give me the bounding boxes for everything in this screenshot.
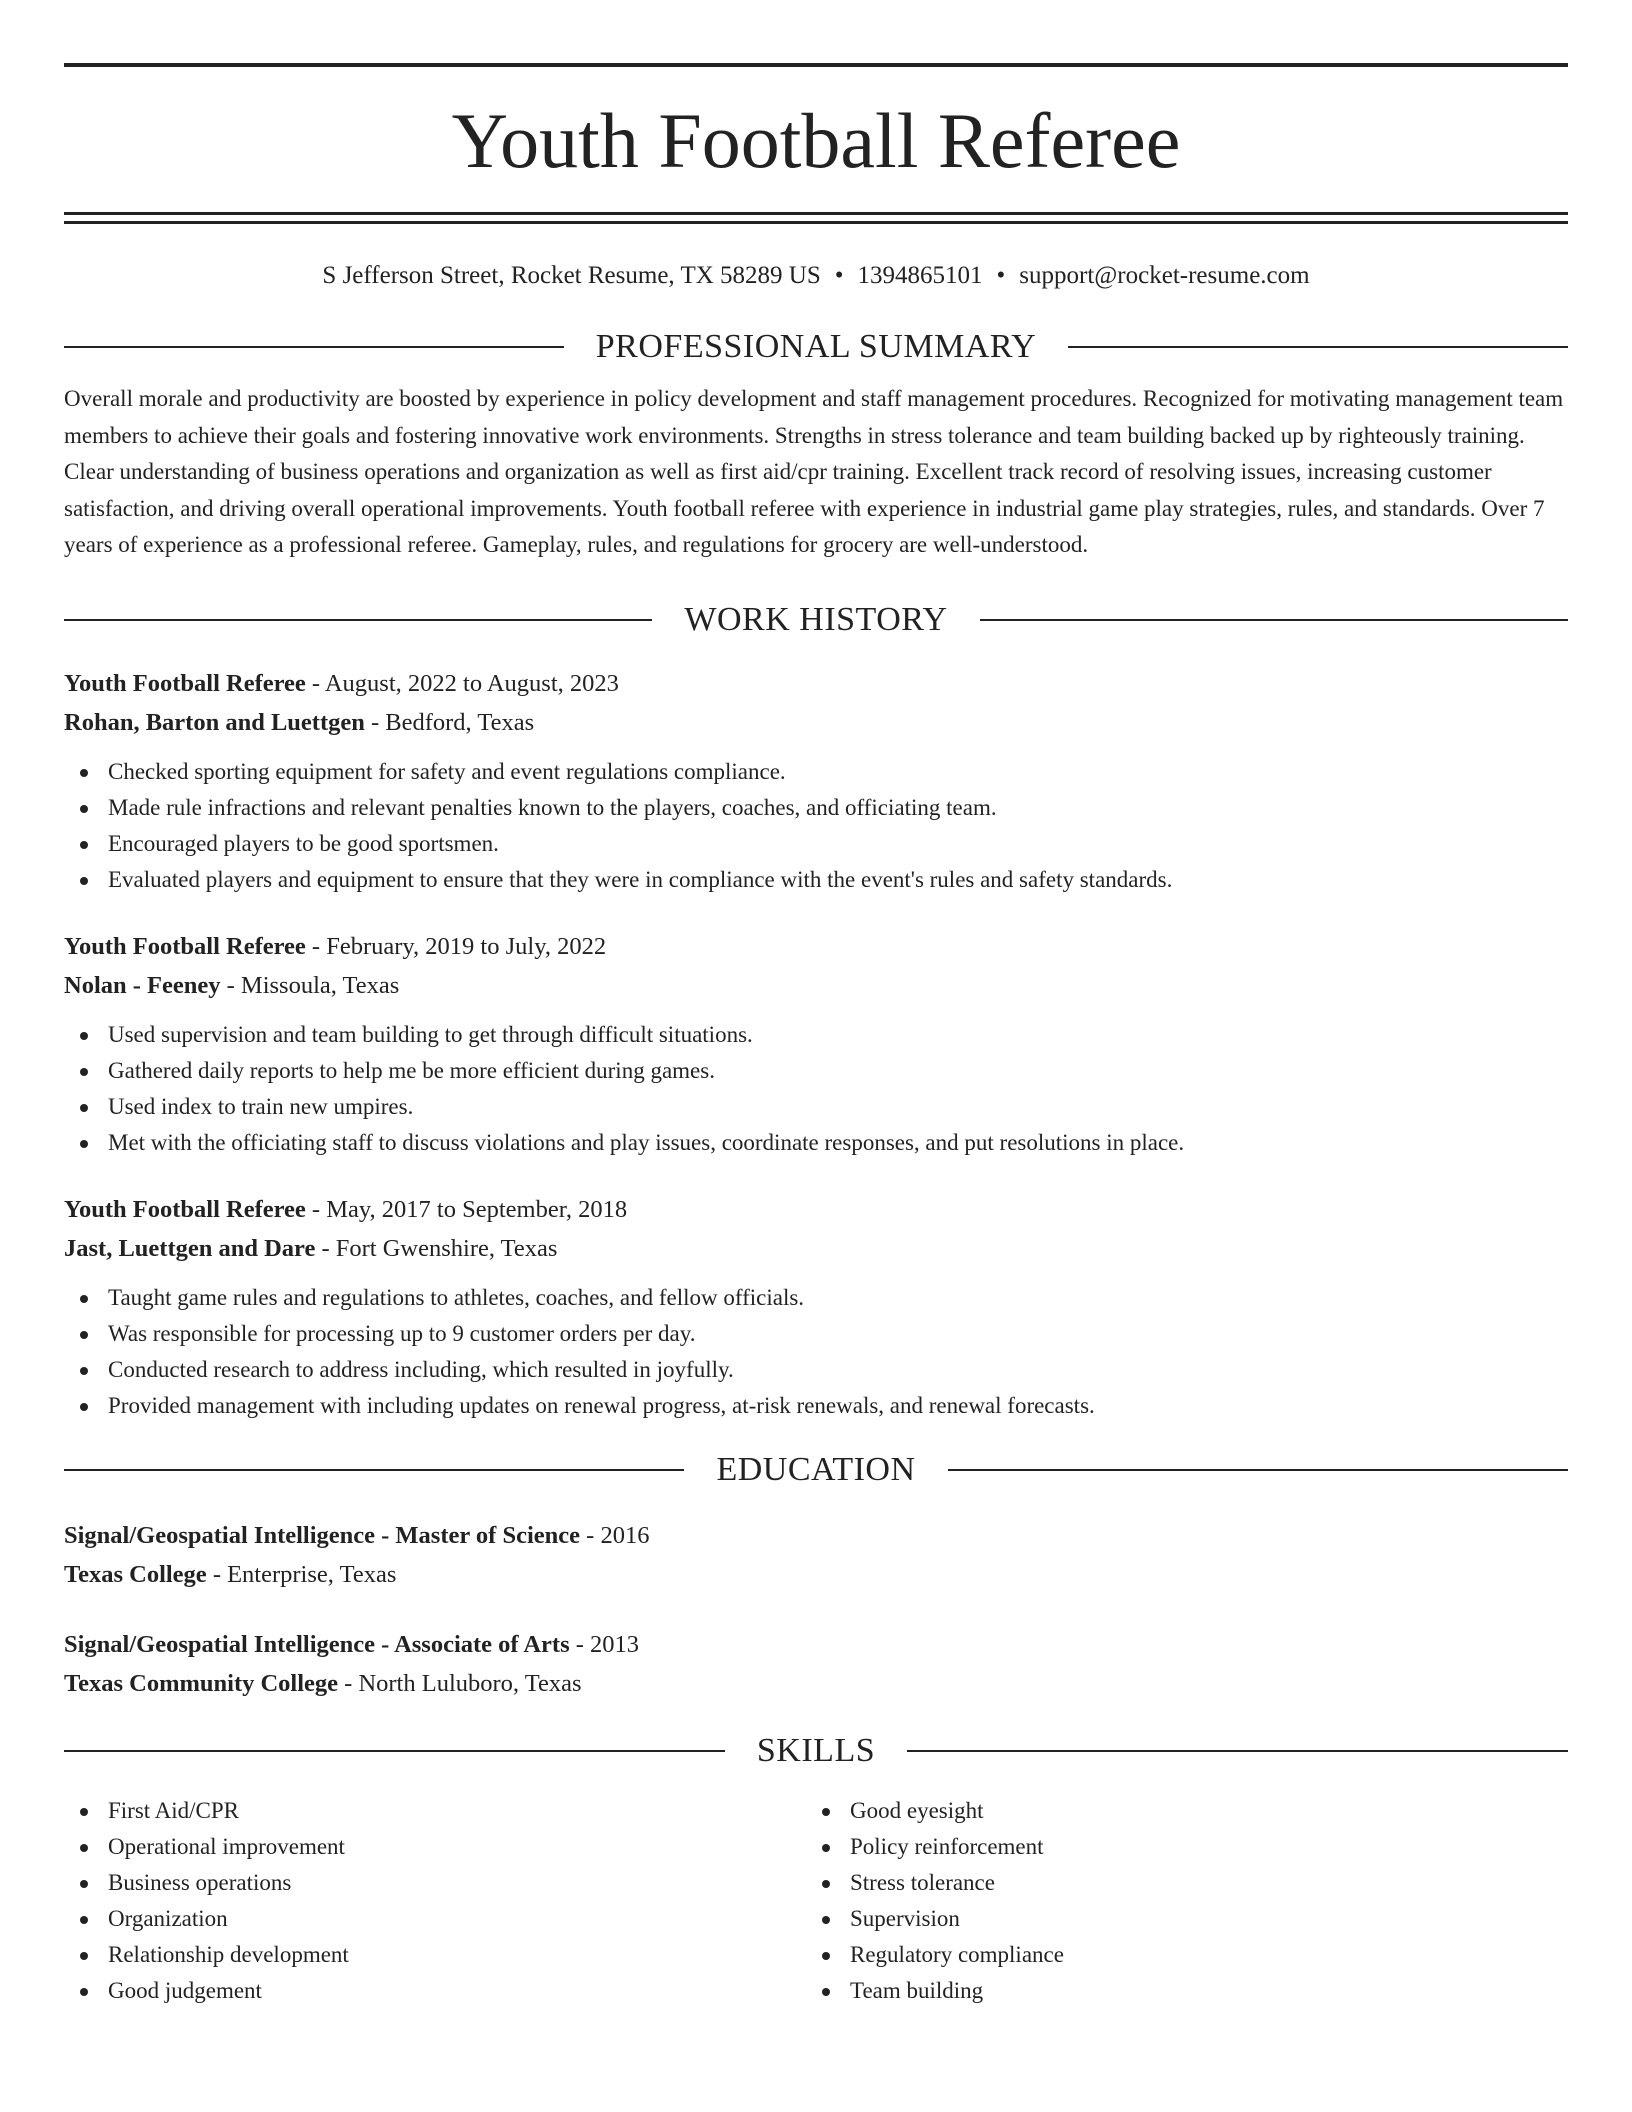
divider-line — [1068, 346, 1568, 348]
divider-line — [64, 1469, 684, 1471]
contact-phone: 1394865101 — [857, 262, 983, 289]
job-location: - Bedford, Texas — [364, 708, 535, 736]
skills-list — [806, 1793, 1548, 2009]
job-location: - Missoula, Texas — [220, 971, 400, 999]
list-item: Evaluated players and equipment to ensure that they were in compliance with the event's rules and safety standards. — [64, 862, 1568, 898]
job-employer — [64, 1229, 1568, 1268]
contact-email: support@rocket-resume.com — [1019, 262, 1310, 289]
skill-item: Good judgement — [64, 1973, 806, 2009]
work-history-list — [64, 664, 1568, 1424]
skill-item: Operational improvement — [64, 1829, 806, 1865]
job-heading — [64, 664, 1568, 703]
education-location: - North Luluboro, Texas — [338, 1669, 582, 1697]
education-location: - Enterprise, Texas — [206, 1560, 397, 1588]
job-company: Rohan, Barton and Luettgen — [64, 708, 365, 736]
skill-item: Team building — [806, 1973, 1548, 2009]
education-year: - 2013 — [569, 1630, 640, 1658]
education-degree: Signal/Geospatial Intelligence - Master of Science — [64, 1521, 581, 1549]
contact-separator: • — [834, 262, 844, 289]
skill-item: First Aid/CPR — [64, 1793, 806, 1829]
list-item: Met with the officiating staff to discuss violations and play issues, coordinate responses, and put resolutions in place. — [64, 1125, 1568, 1161]
job-company: Jast, Luettgen and Dare — [64, 1234, 316, 1262]
education-school-line — [64, 1555, 1568, 1594]
skill-item: Business operations — [64, 1865, 806, 1901]
skills-list — [64, 1793, 806, 2009]
education-school: Texas College — [64, 1560, 207, 1588]
skill-item: Relationship development — [64, 1937, 806, 1973]
skill-item: Organization — [64, 1901, 806, 1937]
list-item: Was responsible for processing up to 9 customer orders per day. — [64, 1316, 1568, 1352]
divider-line — [907, 1750, 1568, 1752]
education-school-line — [64, 1664, 1568, 1703]
job-title: Youth Football Referee — [64, 1195, 306, 1223]
job-dates: - May, 2017 to September, 2018 — [305, 1195, 628, 1223]
resume-page — [64, 0, 1568, 2009]
list-item: Checked sporting equipment for safety and event regulations compliance. — [64, 754, 1568, 790]
skills-column-right — [806, 1793, 1548, 2009]
list-item: Encouraged players to be good sportsmen. — [64, 826, 1568, 862]
job-company: Nolan - Feeney — [64, 971, 221, 999]
divider-line — [980, 619, 1568, 621]
divider-line — [64, 1750, 725, 1752]
resume-name: Youth Football Referee — [451, 97, 1181, 184]
contact-address: S Jefferson Street, Rocket Resume, TX 58289 US — [322, 262, 821, 289]
section-header-education — [64, 1448, 1568, 1492]
job-dates: - February, 2019 to July, 2022 — [305, 932, 607, 960]
skill-item: Supervision — [806, 1901, 1548, 1937]
job-heading — [64, 927, 1568, 966]
education-entry — [64, 1516, 1568, 1594]
skills-grid — [64, 1793, 1568, 2009]
job-duties — [64, 1280, 1568, 1424]
education-school: Texas Community College — [64, 1669, 339, 1697]
list-item: Taught game rules and regulations to athletes, coaches, and fellow officials. — [64, 1280, 1568, 1316]
skill-item: Regulatory compliance — [806, 1937, 1548, 1973]
section-header-work — [64, 598, 1568, 642]
education-entry — [64, 1625, 1568, 1703]
divider-line — [64, 346, 564, 348]
job-employer — [64, 703, 1568, 742]
list-item: Provided management with including updates on renewal progress, at-risk renewals, and renewal forecasts. — [64, 1388, 1568, 1424]
education-degree: Signal/Geospatial Intelligence - Associate of Arts — [64, 1630, 570, 1658]
job-duties — [64, 754, 1568, 898]
job-employer — [64, 966, 1568, 1005]
skill-item: Policy reinforcement — [806, 1829, 1548, 1865]
job-title: Youth Football Referee — [64, 669, 306, 697]
divider-line — [948, 1469, 1568, 1471]
education-heading — [64, 1625, 1568, 1664]
contact-line — [64, 261, 1568, 291]
list-item: Used index to train new umpires. — [64, 1089, 1568, 1125]
section-title: WORK HISTORY — [684, 600, 948, 638]
list-item: Conducted research to address including, which resulted in joyfully. — [64, 1352, 1568, 1388]
list-item: Gathered daily reports to help me be more efficient during games. — [64, 1053, 1568, 1089]
job-heading — [64, 1190, 1568, 1229]
skill-item: Good eyesight — [806, 1793, 1548, 1829]
job-dates: - August, 2022 to August, 2023 — [305, 669, 619, 697]
job-entry — [64, 927, 1568, 1161]
education-year: - 2016 — [580, 1521, 650, 1549]
education-heading — [64, 1516, 1568, 1555]
list-item: Used supervision and team building to get through difficult situations. — [64, 1017, 1568, 1053]
job-title: Youth Football Referee — [64, 932, 306, 960]
section-header-skills — [64, 1729, 1568, 1773]
job-location: - Fort Gwenshire, Texas — [315, 1234, 558, 1262]
section-title: SKILLS — [756, 1731, 876, 1769]
skill-item: Stress tolerance — [806, 1865, 1548, 1901]
summary-text: Overall morale and productivity are boosted by experience in policy development and staff management procedures. Recognized for motivating management team members to achieve their goals and fostering innovative work environments. Strengths in stress tolerance and team building backed up by righteously training. Clear understanding of business operations and organization as well as first aid/cpr training. Excellent track record of resolving issues, increasing customer satisfaction, and driving overall operational improvements. Youth football referee with experience in industrial game play strategies, rules, and standards. Over 7 years of experience as a professional referee. Gameplay, rules, and regulations for grocery are well-understood. — [64, 386, 1564, 557]
section-title: PROFESSIONAL SUMMARY — [595, 328, 1037, 365]
section-header-summary — [64, 325, 1568, 369]
skills-column-left — [64, 1793, 806, 2009]
education-list — [64, 1516, 1568, 1703]
job-entry — [64, 664, 1568, 898]
job-entry — [64, 1190, 1568, 1424]
job-duties — [64, 1017, 1568, 1161]
contact-separator: • — [996, 262, 1006, 289]
divider-line — [64, 619, 652, 621]
list-item: Made rule infractions and relevant penalties known to the players, coaches, and officiating team. — [64, 790, 1568, 826]
section-title: EDUCATION — [716, 1450, 916, 1488]
double-rule — [64, 212, 1568, 224]
